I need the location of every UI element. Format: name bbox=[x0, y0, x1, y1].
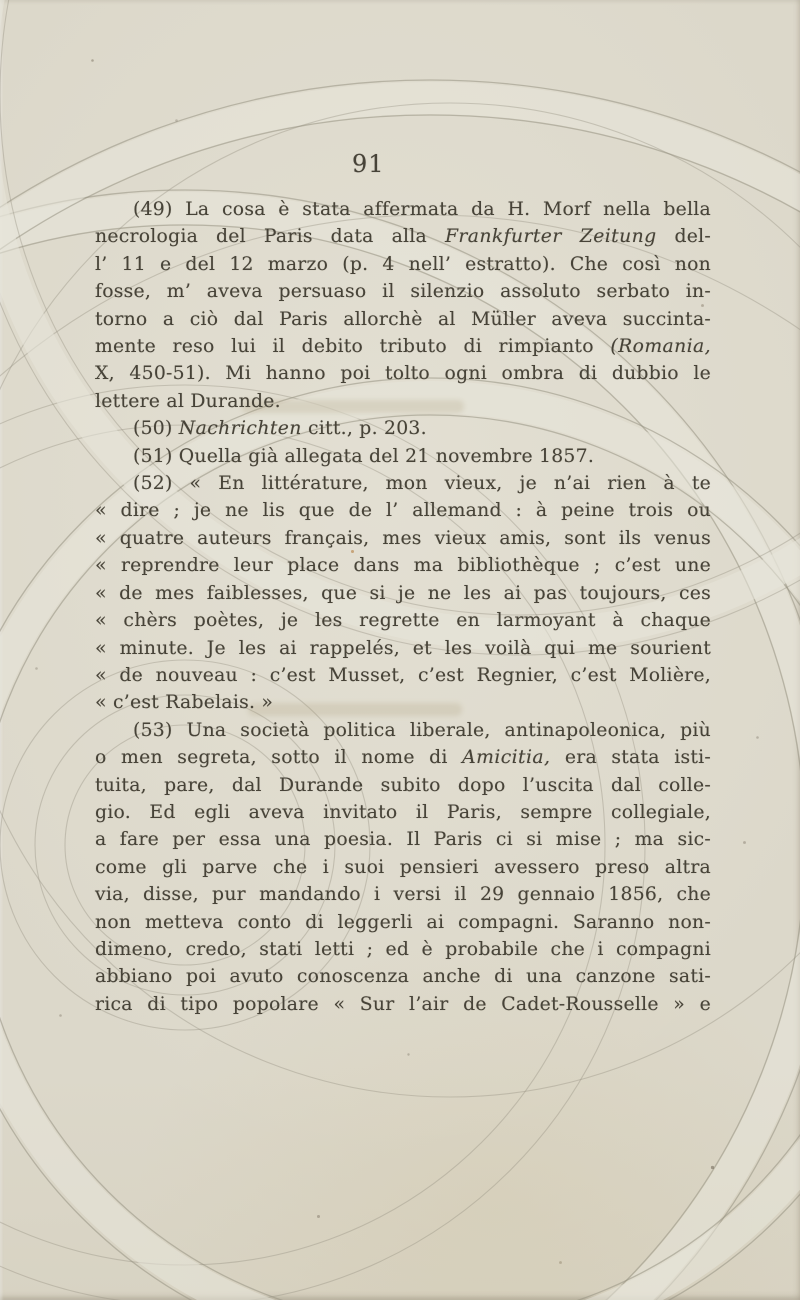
text-line bbox=[95, 388, 711, 415]
text-line bbox=[95, 443, 711, 470]
footnote-53 bbox=[95, 717, 711, 1018]
text-segment: gio. Ed egli aveva invitato il Paris, sempre collegiale, bbox=[95, 801, 711, 823]
text-segment: (51) Quella già allegata del 21 novembre 1857. bbox=[133, 445, 595, 467]
text-segment: abbiano poi avuto conoscenza anche di una canzone sati- bbox=[95, 966, 711, 988]
text-line bbox=[95, 607, 711, 634]
text-line bbox=[95, 470, 711, 497]
text-line bbox=[95, 360, 711, 387]
text-line bbox=[95, 251, 711, 278]
text-segment: « quatre auteurs français, mes vieux amis, sont ils venus bbox=[95, 527, 711, 549]
text-segment: non metteva conto di leggerli ai compagni. Saranno non- bbox=[95, 911, 711, 933]
text-segment: rica di tipo popolare « Sur l’air de Cadet-Rousselle » e bbox=[95, 993, 711, 1015]
text-segment: « de nouveau : c’est Musset, c’est Regnier, c’est Molière, bbox=[95, 664, 711, 686]
text-segment: « chèrs poètes, je les regrette en larmoyant à chaque bbox=[95, 610, 711, 632]
text-line bbox=[95, 635, 711, 662]
text-segment: tuita, pare, dal Durande subito dopo l’uscita dal colle- bbox=[95, 774, 711, 796]
text-line bbox=[95, 525, 711, 552]
text-line bbox=[95, 909, 711, 936]
text-segment: (52) « En littérature, mon vieux, je n’ai rien à te bbox=[133, 473, 711, 495]
text-line bbox=[95, 497, 711, 524]
text-segment: mente reso lui il debito tributo di rimpianto bbox=[95, 336, 611, 358]
page-number: 91 bbox=[352, 150, 385, 178]
text-line bbox=[95, 662, 711, 689]
text-line bbox=[95, 772, 711, 799]
text-segment: « reprendre leur place dans ma bibliothèque ; c’est une bbox=[95, 555, 711, 577]
text-segment: via, disse, pur mandando i versi il 29 gennaio 1856, che bbox=[95, 884, 711, 906]
text-segment: « minute. Je les ai rappelés, et les voilà qui me sourient bbox=[95, 637, 711, 659]
text-line bbox=[95, 991, 711, 1018]
footnote-52 bbox=[95, 470, 711, 717]
text-segment: (50) bbox=[133, 418, 179, 440]
text-line bbox=[95, 717, 711, 744]
italic-text-segment: Amicitia, bbox=[462, 747, 551, 769]
text-line bbox=[95, 333, 711, 360]
text-segment: o men segreta, sotto il nome di bbox=[95, 747, 463, 769]
text-line bbox=[95, 223, 711, 250]
text-line bbox=[95, 415, 711, 442]
italic-text-segment: (Romania, bbox=[610, 336, 711, 358]
text-line bbox=[95, 278, 711, 305]
text-line bbox=[95, 580, 711, 607]
text-segment: torno a ciò dal Paris allorchè al Müller aveva succinta- bbox=[95, 308, 711, 330]
text-segment: dimeno, credo, stati letti ; ed è probabile che i compagni bbox=[95, 938, 711, 960]
text-line bbox=[95, 826, 711, 853]
paper-specks bbox=[0, 0, 1, 1]
text-line bbox=[95, 552, 711, 579]
text-segment: l’ 11 e del 12 marzo (p. 4 nell’ estratto). Che così non bbox=[95, 253, 711, 275]
text-segment: fosse, m’ aveva persuaso il silenzio assoluto serbato in- bbox=[95, 281, 711, 303]
text-segment: lettere al Durande. bbox=[95, 390, 281, 412]
text-segment: X, 450-51). Mi hanno poi tolto ogni ombra di dubbio le bbox=[95, 363, 711, 385]
footnote-49 bbox=[95, 196, 711, 415]
text-segment: « de mes faiblesses, que si je ne les ai pas toujours, ces bbox=[95, 582, 711, 604]
footnotes-text-block bbox=[95, 196, 711, 1018]
text-line bbox=[95, 881, 711, 908]
text-segment: del- bbox=[656, 226, 711, 248]
text-segment: « c’est Rabelais. » bbox=[95, 692, 274, 714]
text-line bbox=[95, 689, 711, 716]
text-segment: come gli parve che i suoi pensieri avessero preso altra bbox=[95, 856, 711, 878]
text-line bbox=[95, 196, 711, 223]
italic-text-segment: Nachrichten bbox=[178, 418, 302, 440]
footnote-50 bbox=[95, 415, 711, 442]
text-line bbox=[95, 963, 711, 990]
footnote-51 bbox=[95, 443, 711, 470]
text-line bbox=[95, 936, 711, 963]
text-line bbox=[95, 744, 711, 771]
text-line bbox=[95, 854, 711, 881]
text-segment: (53) Una società politica liberale, antinapoleonica, più bbox=[133, 719, 711, 741]
text-segment: a fare per essa una poesia. Il Paris ci si mise ; ma sic- bbox=[95, 829, 711, 851]
text-segment: citt., p. 203. bbox=[301, 418, 427, 440]
text-line bbox=[95, 799, 711, 826]
text-line bbox=[95, 306, 711, 333]
text-segment: (49) La cosa è stata affermata da H. Morf nella bella bbox=[133, 199, 711, 220]
italic-text-segment: Frankfurter Zeitung bbox=[444, 226, 657, 248]
text-segment: « dire ; je ne lis que de l’ allemand : à peine trois ou bbox=[95, 500, 711, 522]
text-segment: necrologia del Paris data alla bbox=[95, 226, 445, 248]
text-segment: era stata isti- bbox=[550, 747, 712, 769]
